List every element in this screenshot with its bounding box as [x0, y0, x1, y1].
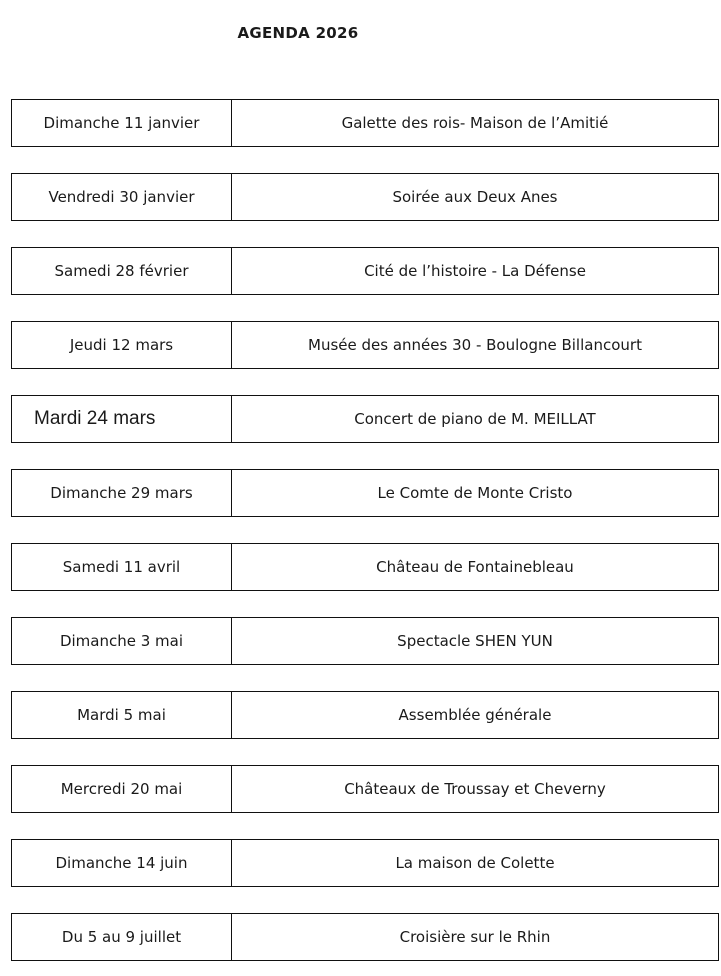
event-date: Dimanche 14 juin — [12, 840, 232, 886]
agenda-row — [11, 913, 719, 961]
event-name: Spectacle SHEN YUN — [397, 632, 553, 650]
event-name: Assemblée générale — [398, 706, 552, 724]
agenda-row — [11, 765, 719, 813]
event-name: Musée des années 30 - Boulogne Billancourt — [308, 336, 642, 354]
agenda-row — [11, 99, 719, 147]
event-date: Dimanche 3 mai — [12, 618, 232, 664]
agenda-row — [11, 395, 719, 443]
event-date: Samedi 28 février — [12, 248, 232, 294]
event-date: Du 5 au 9 juillet — [12, 914, 232, 960]
event-name: Châteaux de Troussay et Cheverny — [344, 780, 606, 798]
event-date: Mardi 24 mars — [12, 396, 232, 442]
event-date: Dimanche 11 janvier — [12, 100, 232, 146]
event-date: Mardi 5 mai — [12, 692, 232, 738]
agenda-row — [11, 469, 719, 517]
agenda-row — [11, 839, 719, 887]
event-date: Dimanche 29 mars — [12, 470, 232, 516]
agenda-row — [11, 321, 719, 369]
agenda-row — [11, 543, 719, 591]
event-name: Croisière sur le Rhin — [399, 928, 551, 946]
event-name: Château de Fontainebleau — [376, 558, 574, 576]
event-name: Cité de l’histoire - La Défense — [364, 262, 586, 280]
event-name: Soirée aux Deux Anes — [392, 188, 558, 206]
event-date: Jeudi 12 mars — [12, 322, 232, 368]
event-date: Samedi 11 avril — [12, 544, 232, 590]
agenda-table — [11, 99, 719, 961]
agenda-row — [11, 691, 719, 739]
page-title: AGENDA 2026 — [237, 24, 359, 42]
event-date: Mercredi 20 mai — [12, 766, 232, 812]
event-name: La maison de Colette — [395, 854, 555, 872]
agenda-row — [11, 173, 719, 221]
event-name: Le Comte de Monte Cristo — [377, 484, 573, 502]
event-name: Concert de piano de M. MEILLAT — [354, 410, 596, 428]
agenda-row — [11, 247, 719, 295]
event-date: Vendredi 30 janvier — [12, 174, 232, 220]
agenda-row — [11, 617, 719, 665]
event-name: Galette des rois- Maison de l’Amitié — [341, 114, 609, 132]
